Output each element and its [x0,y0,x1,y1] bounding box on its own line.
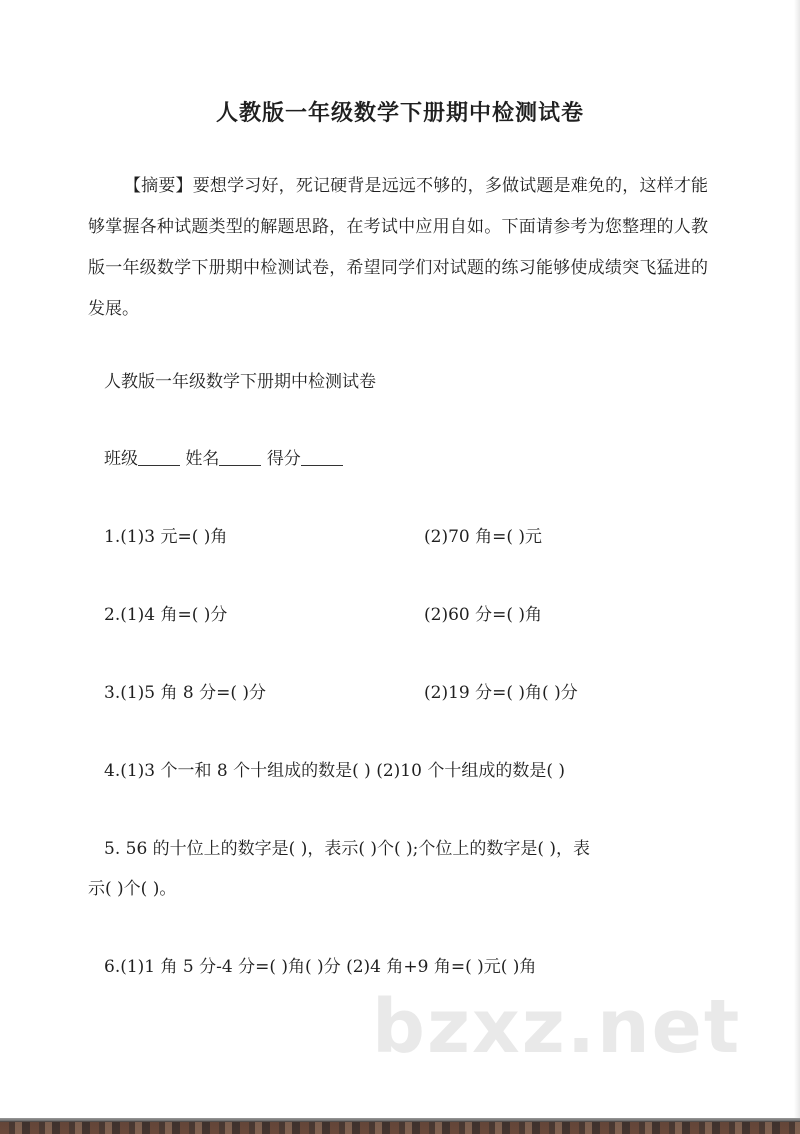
question-2-part-2: (2)60 分=( )角 [424,605,543,625]
question-5-line-2: 示( )个( )。 [88,879,177,899]
question-5-line-1: 5. 56 的十位上的数字是( )，表示( )个( );个位上的数字是( )，表 [104,839,591,859]
student-info-line [104,444,343,469]
exam-subtitle: 人教版一年级数学下册期中检测试卷 [104,372,376,392]
document-title: 人教版一年级数学下册期中检测试卷 [215,101,584,126]
question-3-part-2: (2)19 分=( )角( )分 [424,683,578,703]
question-4: 4.(1)3 个一和 8 个十组成的数是( ) (2)10 个十组成的数是( ) [104,761,565,781]
score-blank[interactable] [301,449,343,466]
site-watermark: bzxz.net [372,984,742,1070]
bottom-photo-strip [0,1118,800,1134]
name-label: 姓名 [185,449,220,469]
question-3-part-1: 3.(1)5 角 8 分=( )分 [104,683,267,703]
class-label: 班级 [104,449,138,469]
class-blank[interactable] [138,449,180,466]
question-1-part-2: (2)70 角=( )元 [424,527,543,547]
question-2-part-1: 2.(1)4 角=( )分 [104,605,228,625]
question-6: 6.(1)1 角 5 分-4 分=( )角( )分 (2)4 角+9 角=( )元( )角 [104,957,537,977]
page-edge [794,0,800,1118]
abstract-paragraph: 【摘要】要想学习好，死记硬背是远远不够的，多做试题是难免的，这样才能够掌握各种试题类型的解题思路，在考试中应用自如。下面请参考为您整理的人教版一年级数学下册期中检测试卷，希望同学们对试题的练习能够使成绩突飞猛进的发展。 [88,176,708,319]
score-label: 得分 [266,449,301,469]
bottom-strip-texture [0,1122,800,1134]
name-blank[interactable] [219,449,261,466]
question-1-part-1: 1.(1)3 元=( )角 [104,527,228,547]
